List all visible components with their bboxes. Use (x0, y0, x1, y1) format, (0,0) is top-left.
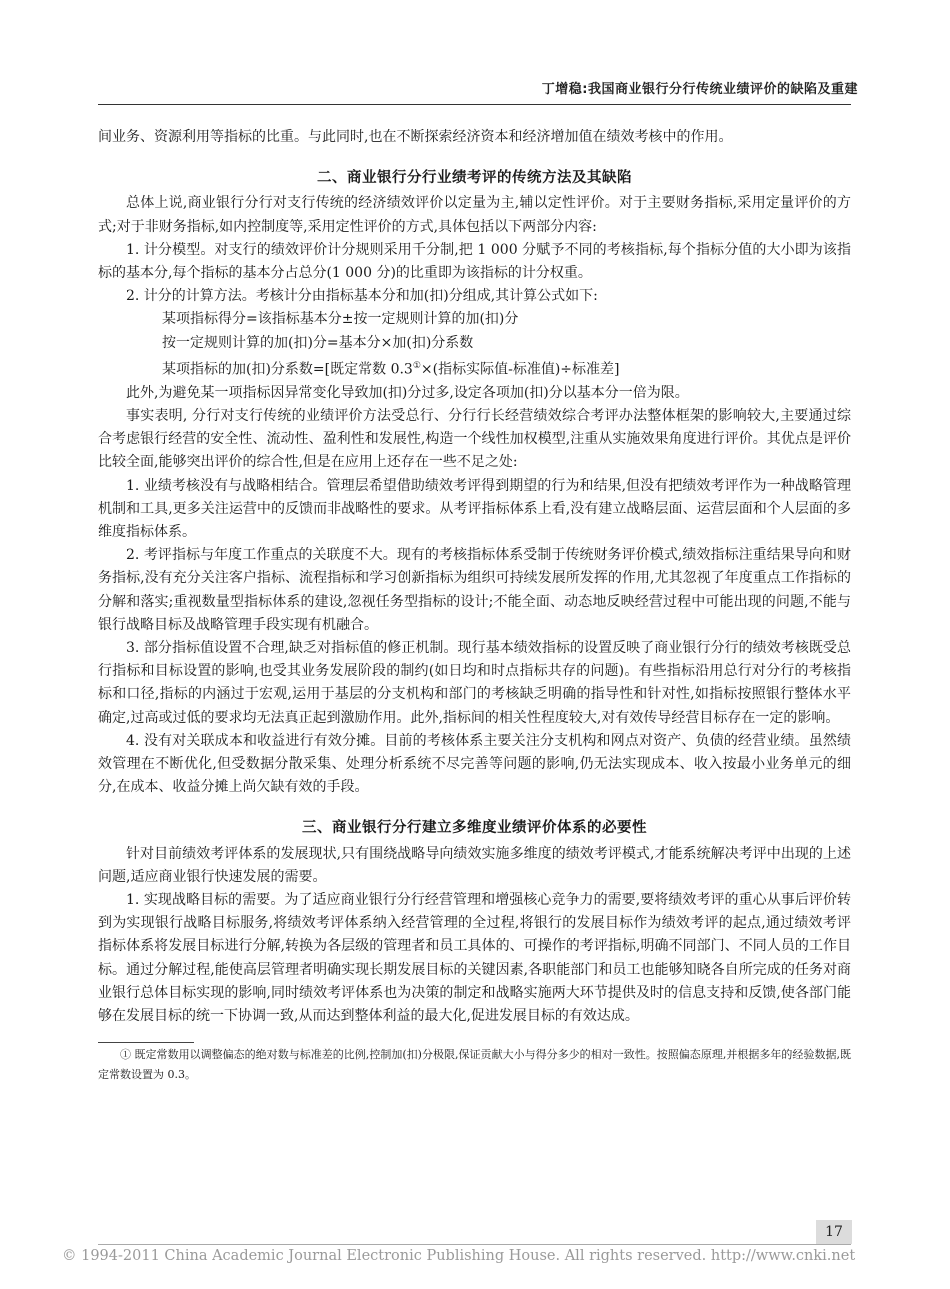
formula-1: 某项指标得分=该指标基本分±按一定规则计算的加(扣)分 (162, 311, 519, 328)
formula-3-part-b: ×(指标实际值-标准值)÷标准差] (420, 361, 620, 378)
paragraph-scoring-method: 2. 计分的计算方法。考核计分由指标基本分和加(扣)分组成,其计算公式如下: (126, 288, 598, 305)
bottom-rule (98, 1244, 851, 1245)
footnote-rule (98, 1042, 194, 1043)
formula-3 (98, 355, 851, 382)
paragraph-score-limit: 此外,为避免某一项指标因异常变化导致加(扣)分过多,设定各项加(扣)分以基本分一倍为限。 (126, 384, 689, 401)
copyright-notice: © 1994-2011 China Academic Journal Electronic Publishing House. All rights reserved. http://www.cnki.net (62, 1248, 856, 1264)
footnote: ① 既定常数用以调整偏态的绝对数与标准差的比例,控制加(扣)分极限,保证贡献大小与得分多少的相对一致性。按照偏态原理,并根据多年的经验数据,既定常数设置为 0.3。 (98, 1048, 851, 1082)
running-header: 丁增稳:我国商业银行分行传统业绩评价的缺陷及重建 (541, 82, 858, 97)
paragraph-deficiency-1: 1. 业绩考核没有与战略相结合。管理层希望借助绩效考评得到期望的行为和结果,但没有把绩效考评作为一种战略管理机制和工具,更多关注运营中的反馈而非战略性的要求。从考评指标体系上看,没有建立战略层面、运营层面和个人层面的多维度指标体系。 (98, 477, 851, 540)
formula-3-part-a: 某项指标的加(扣)分系数=[既定常数 0.3 (162, 361, 413, 378)
paragraph-s2-intro: 总体上说,商业银行分行对支行传统的经济绩效评价以定量为主,辅以定性评价。对于主要财务指标,采用定量评价的方式;对于非财务指标,如内控制度等,采用定性评价的方式,具体包括以下两部分内容: (98, 195, 851, 235)
section-title-2: 二、商业银行分行业绩考评的传统方法及其缺陷 (317, 170, 632, 187)
footnote-ref-1[interactable]: ① (412, 360, 421, 371)
formula-2: 按一定规则计算的加(扣)分=基本分×加(扣)分系数 (162, 334, 474, 351)
paragraph-deficiency-4: 4. 没有对关联成本和收益进行有效分摊。目前的考核体系主要关注分支机构和网点对资产、负债的经营业绩。虽然绩效管理在不断优化,但受数据分散采集、处理分析系统不尽完善等问题的影响,仍无法实现成本、收入按最小业务单元的细分,在成本、收益分摊上尚欠缺有效的手段。 (98, 732, 851, 796)
paragraph-deficiency-3: 3. 部分指标值设置不合理,缺乏对指标值的修正机制。现行基本绩效指标的设置反映了商业银行分行的绩效考核既受总行指标和目标设置的影响,也受其业务发展阶段的制约(如日均和时点指标共存的问题)。有些指标沿用总行对分行的考核指标和口径,指标的内涵过于宏观,运用于基层的分支机构和部门的考核缺乏明确的指导性和针对性,如指标按照银行整体水平确定,过高或过低的要求均无法真正起到激励作用。此外,指标间的相关性程度较大,对有效传导经营目标存在一定的影响。 (98, 639, 851, 726)
paragraph-scoring-model: 1. 计分模型。对支行的绩效评价计分规则采用千分制,把 1 000 分赋予不同的考核指标,每个指标分值的大小即为该指标的基本分,每个指标的基本分占总分(1 000 分)的比重即为该指标的计分权重。 (98, 241, 851, 282)
paragraph-s2-summary: 事实表明, 分行对支行传统的业绩评价方法受总行、分行行长经营绩效综合考评办法整体框架的影响较大,主要通过综合考虑银行经营的安全性、流动性、盈利性和发展性,构造一个线性加权模型,注重从实施效果角度进行评价。其优点是评价比较全面,能够突出评价的综合性,但是在应用上还存在一些不足之处: (98, 407, 851, 471)
page-number: 17 (816, 1220, 852, 1244)
continued-paragraph: 间业务、资源利用等指标的比重。与此同时,也在不断探索经济资本和经济增加值在绩效考核中的作用。 (98, 129, 733, 145)
article-body (98, 126, 851, 1085)
header-rule (98, 104, 851, 105)
paragraph-deficiency-2: 2. 考评指标与年度工作重点的关联度不大。现有的考核指标体系受制于传统财务评价模式,绩效指标注重结果导向和财务指标,没有充分关注客户指标、流程指标和学习创新指标为组织可持续发展所发挥的作用,尤其忽视了年度重点工作指标的分解和落实;重视数量型指标体系的建设,忽视任务型指标的设计;不能全面、动态地反映经营过程中可能出现的问题,不能与银行战略目标及战略管理手段实现有机融合。 (98, 547, 851, 633)
paragraph-s3-intro: 针对目前绩效考评体系的发展现状,只有围绕战略导向绩效实施多维度的绩效考评模式,才能系统解决考评中出现的上述问题,适应商业银行快速发展的需要。 (98, 845, 851, 885)
section-title-3: 三、商业银行分行建立多维度业绩评价体系的必要性 (302, 820, 647, 837)
paragraph-strategy-need: 1. 实现战略目标的需要。为了适应商业银行分行经营管理和增强核心竞争力的需要,要将绩效考评的重心从事后评价转到为实现银行战略目标服务,将绩效考评体系纳入经营管理的全过程,将银行的发展目标作为绩效考评的起点,通过绩效考评指标体系将发展目标进行分解,转换为各层级的管理者和员工具体的、可操作的考评指标,明确不同部门、不同人员的工作目标。通过分解过程,能使高层管理者明确实现长期发展目标的关键因素,各职能部门和员工也能够知晓各自所完成的任务对商业银行总体目标实现的影响,同时绩效考评体系也为决策的制定和战略实施两大环节提供及时的信息支持和反馈,使各部门能够在发展目标的统一下协调一致,从而达到整体利益的最大化,促进发展目标的有效达成。 (98, 891, 851, 1024)
